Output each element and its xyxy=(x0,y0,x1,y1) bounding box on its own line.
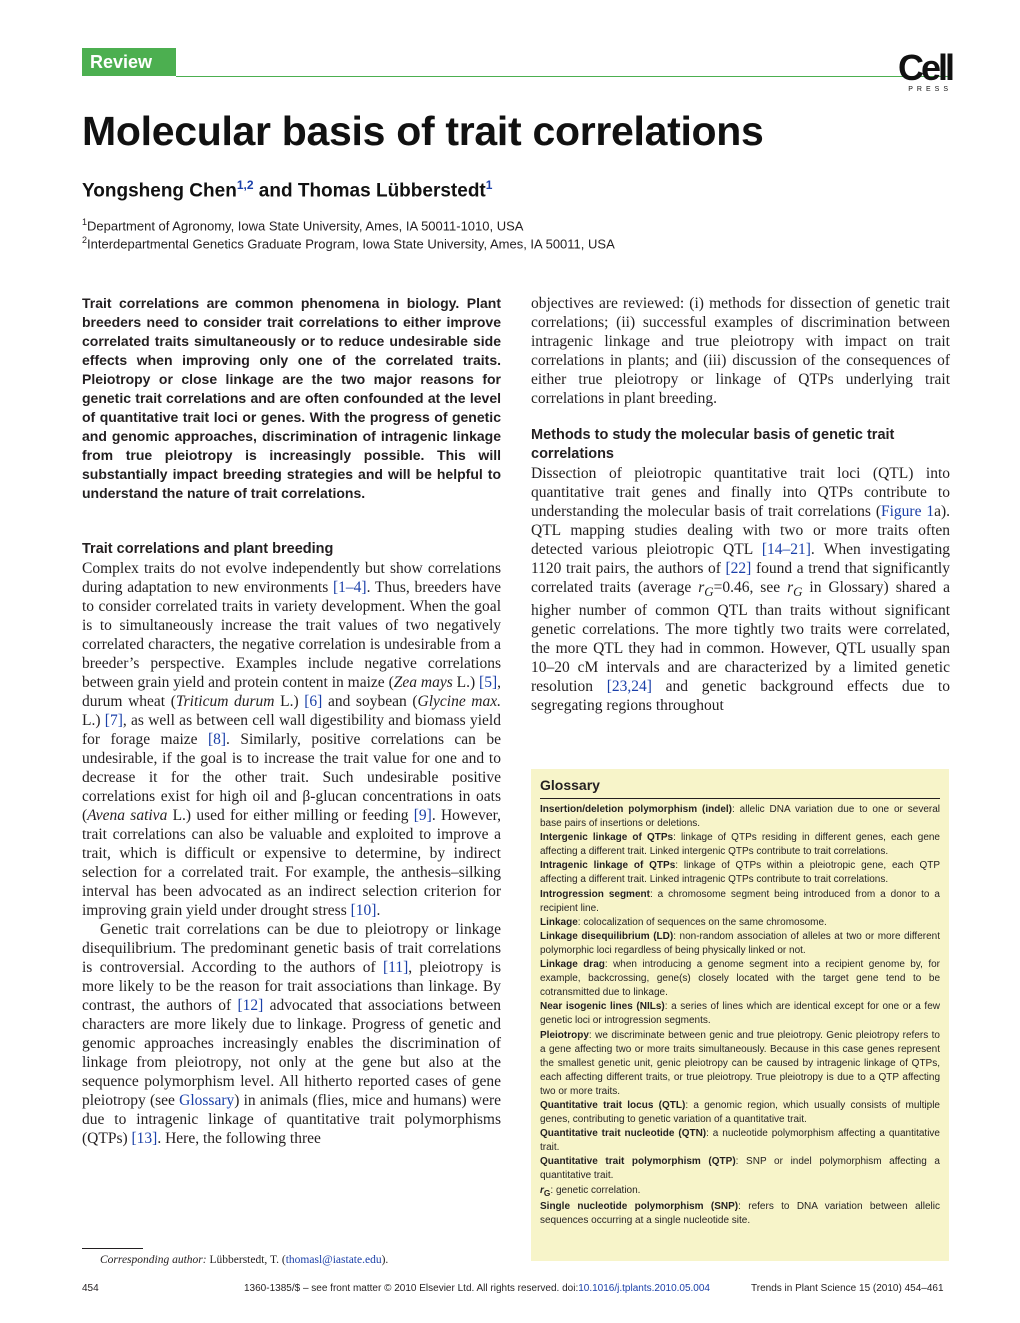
paragraph: Complex traits do not evolve independently but show correlations during adaptation to new environments [1–4]. Thus, breeders have to consider correlated traits in variety development. When the goal is to simultaneously increase the trait values of two negatively correlated characters, the negative correlation is undesirable from a breeder’s perspective. Examples include negative correlations between grain yield and protein content in maize (Zea mays L.) [5], durum wheat (Triticum durum L.) [6] and soybean (Glycine max. L.) [7], as well as between cell wall digestibility and biomass yield for forage maize [8]. Similarly, positive correlations can be undesirable, if the goal is to increase the trait value for one and to decrease it for the other trait. Such undesirable positive correlations exist for high oil and β-glucan concentrations in oats (Avena sativa L.) used for either milling or feeding [9]. However, trait correlations can also be valuable and exploited to improve a trait, which is difficult or expensive to determine, by indirect selection for a correlated trait. For example, the anthesis–silking interval has been advocated as an indirect selection criterion for improving grain yield under drought stress [10]. xyxy=(82,560,502,919)
section-tag: Review xyxy=(82,48,176,76)
logo-press: PRESS xyxy=(908,86,952,93)
journal-citation: Trends in Plant Science 15 (2010) 454–461 xyxy=(751,1283,944,1294)
body-text xyxy=(531,464,950,715)
glossary-term: Linkage drag xyxy=(540,959,605,971)
glossary-term: Insertion/deletion polymorphism (indel) xyxy=(540,804,732,815)
citation-link[interactable]: [14–21] xyxy=(761,541,811,558)
glossary-term: Linkage disequilibrium (LD) xyxy=(540,930,674,942)
glossary-definition: : linkage of QTPs residing in different genes, each gene affecting a different trait. Linked intergenic QTPs contribute to trait correlations. xyxy=(540,832,940,858)
footnote-close: ). xyxy=(381,1254,389,1266)
header-rule xyxy=(176,76,949,77)
section-heading: Methods to study the molecular basis of genetic trait correlations xyxy=(531,427,895,462)
species-name: Triticum durum xyxy=(175,693,275,710)
glossary-term: Intragenic linkage of QTPs xyxy=(540,860,676,872)
species-name: Zea mays xyxy=(393,674,453,691)
footnote-label: Corresponding author: xyxy=(100,1254,207,1266)
email-link[interactable]: thomasl@iastate.edu xyxy=(285,1254,382,1266)
glossary-title: Glossary xyxy=(540,777,940,799)
citation-link[interactable]: [6] xyxy=(304,693,323,710)
glossary-definition: : refers to DNA variation between allelic sequences occurring at a single nucleotide site. xyxy=(540,1200,941,1226)
glossary-entry xyxy=(540,831,940,859)
glossary-term: $r_G$ xyxy=(540,1184,551,1198)
citation-link[interactable]: [22] xyxy=(725,560,752,577)
glossary-link[interactable]: Glossary xyxy=(179,1092,235,1109)
abstract: Trait correlations are common phenomena in biology. Plant breeders need to consider trait correlations to either improve correlated traits simultaneously or to reduce undesirable side effects when improving only one of the correlated traits. Pleiotropy or close linkage are the two major reasons for genetic trait correlations and are often confounded at the level of quantitative trait loci or genes. With the progress of genetic and genomic approaches, discrimination of intragenic linkage from true pleiotropy is increasingly possible. This will substantially impact breeding strategies and will be helpful to understand the nature of trait correlations. xyxy=(82,295,501,501)
glossary-definition: : a series of lines which are identical except for one or a few genetic loci or introgression segments. xyxy=(540,1001,940,1027)
citation-link[interactable]: [1–4] xyxy=(332,579,367,596)
affil-number: 2 xyxy=(82,235,88,245)
glossary-term: Quantitative trait polymorphism (QTP) xyxy=(540,1156,736,1168)
symbol: r xyxy=(787,579,794,596)
citation-link[interactable]: [11] xyxy=(383,959,409,976)
glossary-entry xyxy=(540,930,940,958)
glossary-entry xyxy=(540,1099,940,1127)
doi-link[interactable]: 10.1016/j.tplants.2010.05.004 xyxy=(578,1283,710,1294)
footer-copyright xyxy=(244,1283,710,1294)
glossary-entry xyxy=(540,916,940,930)
citation-link[interactable]: [7] xyxy=(104,712,123,729)
glossary-term: Single nucleotide polymorphism (SNP) xyxy=(540,1200,739,1212)
glossary-definition: : colocalization of sequences on the same chromosome. xyxy=(577,916,827,928)
citation-link[interactable]: [9] xyxy=(413,807,432,824)
author-and: and xyxy=(253,180,298,202)
left-column xyxy=(82,540,501,1148)
glossary-definition: : a nucleotide polymorphism affecting a quantitative trait. xyxy=(540,1128,940,1154)
glossary-entry xyxy=(540,1184,940,1200)
glossary-term: Introgression segment xyxy=(540,888,650,900)
glossary-definition: : allelic DNA variation due to one or several base pairs of insertions or deletions. xyxy=(540,804,940,830)
cell-press-logo xyxy=(890,47,952,93)
glossary-entry xyxy=(540,1200,940,1228)
symbol-sub: G xyxy=(793,584,803,600)
glossary-term: Near isogenic lines (NILs) xyxy=(540,1001,665,1013)
glossary-entry xyxy=(540,1029,940,1099)
author-affil-ref[interactable]: 1 xyxy=(485,178,493,192)
glossary-box xyxy=(531,769,949,1261)
glossary-term: Quantitative trait nucleotide (QTN) xyxy=(540,1128,707,1140)
affiliation xyxy=(82,217,523,233)
author-line xyxy=(82,178,492,202)
citation-link[interactable]: [10] xyxy=(350,902,377,919)
species-name: Glycine max. xyxy=(417,693,502,710)
glossary-definition: : we discriminate between genic and true pleiotropy. Genic pleiotropy refers to a gene affecting two or more traits simultaneously. Because in this case genes represent the smallest genetic unit, genic pleiotropy can be caused by intragenic linkage of QTPs, each affecting different traits, or true pleiotropy. True pleiotropy is due to a QTP affecting two or more traits. xyxy=(540,1029,940,1097)
paragraph: Genetic trait correlations can be due to pleiotropy or linkage disequilibrium. The predominant genetic basis of trait correlations is controversial. According to the authors of [11], pleiotropy is more likely to be the reason for trait associations than linkage. By contrast, the authors of [12] advocated that associations between characters are more likely due to linkage. Progress of genetic and genomic approaches increasingly enables the discrimination of linkage from pleiotropy, not only at the gene but also at the sequence polymorphism level. All hitherto reported cases of gene pleiotropy (see Glossary) in animals (flies, mice and humans) were due to intragenic linkage of quantitative trait polymorphisms (QTPs) [13]. Here, the following three xyxy=(82,921,501,1147)
species-name: Avena sativa xyxy=(87,807,168,824)
affil-text: Department of Agronomy, Iowa State University, Ames, IA 50011-1010, USA xyxy=(87,218,524,234)
glossary-definition: : linkage of QTPs within a pleiotropic gene, each QTP affecting a different trait. Linked intragenic QTPs contribute to trait correlations. xyxy=(540,860,941,886)
glossary-definition: : SNP or indel polymorphism affecting a quantitative trait. xyxy=(540,1156,940,1182)
author-name: Thomas Lübberstedt xyxy=(297,180,486,202)
glossary-definition: : non-random association of alleles at two or more different polymorphic loci regardless of being physically linked or not. xyxy=(540,930,940,956)
author-name: Yongsheng Chen xyxy=(82,180,237,202)
citation-link[interactable]: [13] xyxy=(131,1130,158,1147)
citation-link[interactable]: [12] xyxy=(237,997,264,1014)
paragraph: Dissection of pleiotropic quantitative trait loci (QTL) into quantitative trait genes and finally into QTPs contribute to understanding the molecular basis of trait correlations (Figure 1a). QTL mapping studies dealing with two or more traits often detected various pleiotropic QTL [14–21]. When investigating 1120 trait pairs, the authors of [22] found a trend that significantly correlated traits (average $r_G=0.46$, see $r_G$ in Glossary) shared a higher number of common QTL than traits without significant genetic correlations. The more tightly two traits were correlated, the more QTL they had in common. However, QTL usually span 10–20 cM intervals and are characterized by a limited genetic resolution [23,24] and genetic background effects due to segregating regions throughout xyxy=(531,465,951,715)
glossary-entry xyxy=(540,958,940,1000)
body-text xyxy=(531,294,950,408)
citation-link[interactable]: [23,24] xyxy=(606,678,652,696)
glossary-definition: : a chromosome segment being introduced from a donor to a recipient line. xyxy=(540,888,940,914)
glossary-entry xyxy=(540,859,940,887)
glossary-definition: : genetic correlation. xyxy=(550,1184,641,1196)
symbol: r xyxy=(698,579,705,596)
glossary-term: Quantitative trait locus (QTL) xyxy=(540,1099,686,1111)
corresponding-author xyxy=(100,1254,388,1266)
glossary-term: Linkage xyxy=(540,916,578,928)
glossary-definition: : when introducing a genome segment into a recipient genome by, for example, backcrossing, gene(s) closely located with the target gene tend to be cotransmitted due to linkage. xyxy=(540,959,940,999)
right-column xyxy=(531,294,950,715)
glossary-list xyxy=(540,803,940,1228)
body-text xyxy=(82,559,501,1148)
author-affil-ref[interactable]: 1,2 xyxy=(236,178,254,192)
glossary-entry xyxy=(540,1127,940,1155)
glossary-entry xyxy=(540,803,940,831)
copyright-text: 1360-1385/$ – see front matter © 2010 Elsevier Ltd. All rights reserved. doi: xyxy=(244,1283,579,1294)
footnote-name: Lübberstedt, T. ( xyxy=(206,1254,286,1266)
footnote-rule xyxy=(82,1248,143,1249)
glossary-entry xyxy=(540,1155,940,1183)
figure-link[interactable]: Figure 1 xyxy=(881,503,935,520)
affil-number: 1 xyxy=(82,217,88,227)
citation-link[interactable]: [5] xyxy=(479,674,498,691)
logo-word: Cell xyxy=(897,47,952,88)
paragraph: objectives are reviewed: (i) methods for dissection of genetic trait correlations; (ii) successful examples of discrimination between intragenic linkage and true pleiotropy with impact on trait correlations in plants; and (iii) discussion of the consequences of either true pleiotropy or linkage of QTPs underlying trait correlations in plant breeding. xyxy=(531,295,950,407)
affiliation xyxy=(82,235,615,251)
glossary-entry xyxy=(540,1000,940,1028)
section-heading: Trait correlations and plant breeding xyxy=(82,541,334,557)
glossary-definition: : a genomic region, which usually consists of multiple genes, contributing to genetic variation of a quantitative trait. xyxy=(540,1099,940,1126)
page-number: 454 xyxy=(82,1283,99,1294)
symbol-sub: G xyxy=(704,584,714,600)
glossary-entry xyxy=(540,888,940,916)
glossary-term: Intergenic linkage of QTPs xyxy=(540,832,674,844)
citation-link[interactable]: [8] xyxy=(207,731,227,748)
article-title: Molecular basis of trait correlations xyxy=(82,108,764,154)
glossary-term: Pleiotropy xyxy=(540,1029,589,1041)
affil-text: Interdepartmental Genetics Graduate Program, Iowa State University, Ames, IA 50011, USA xyxy=(87,236,615,252)
